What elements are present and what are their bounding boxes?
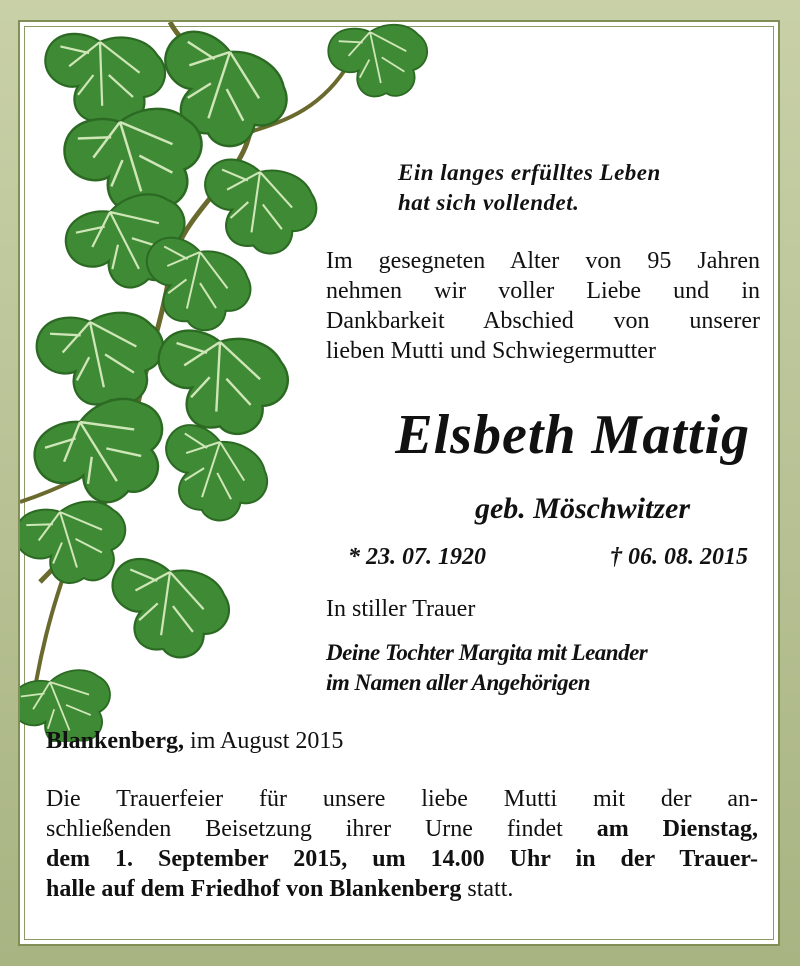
motto-line-2: hat sich vollendet. — [398, 190, 580, 215]
intro-line-1: Im gesegneten Alter von 95 Jahren — [326, 248, 760, 274]
obituary-card — [18, 20, 780, 946]
birth-name: geb. Möschwitzer — [474, 492, 690, 525]
life-dates — [348, 544, 748, 571]
death-date: † 06. 08. 2015 — [610, 544, 748, 570]
place-month: im August 2015 — [184, 728, 344, 754]
service-line-2-bold: am Dienstag, — [596, 816, 759, 842]
service-line-4-bold: halle auf dem Friedhof von Blankenberg — [46, 876, 462, 902]
intro-line-3: Dankbarkeit Abschied von unserer — [326, 308, 760, 334]
place-town: Blankenberg, — [46, 728, 185, 754]
mourners-line-2: im Namen aller Angehörigen — [326, 670, 591, 695]
intro-line-2: nehmen wir voller Liebe und in — [326, 278, 760, 304]
service-line-1: Die Trauerfeier für unsere liebe Mutti mit der an- — [46, 786, 758, 812]
funeral-service-text — [46, 784, 758, 904]
place-date — [46, 728, 343, 755]
deceased-name: Elsbeth Mattig — [395, 404, 750, 466]
service-line-2-plain: schließenden Beisetzung ihrer Urne findet — [46, 816, 597, 842]
service-line-3: dem 1. September 2015, um 14.00 Uhr in der Trauer- — [46, 846, 758, 872]
mourners-line-1: Deine Tochter Margita mit Leander — [326, 640, 648, 665]
service-line-2 — [46, 814, 758, 844]
intro-text — [326, 246, 760, 366]
motto-line-1: Ein langes erfülltes Leben — [398, 160, 661, 185]
mourning-heading: In stiller Trauer — [326, 596, 476, 622]
mourners — [326, 638, 766, 698]
service-line-4 — [46, 874, 758, 904]
motto — [398, 158, 738, 218]
ivy-decoration — [20, 22, 460, 742]
birth-date: * 23. 07. 1920 — [348, 544, 486, 570]
intro-line-4: lieben Mutti und Schwiegermutter — [326, 338, 656, 364]
service-line-4-plain: statt. — [461, 876, 514, 902]
